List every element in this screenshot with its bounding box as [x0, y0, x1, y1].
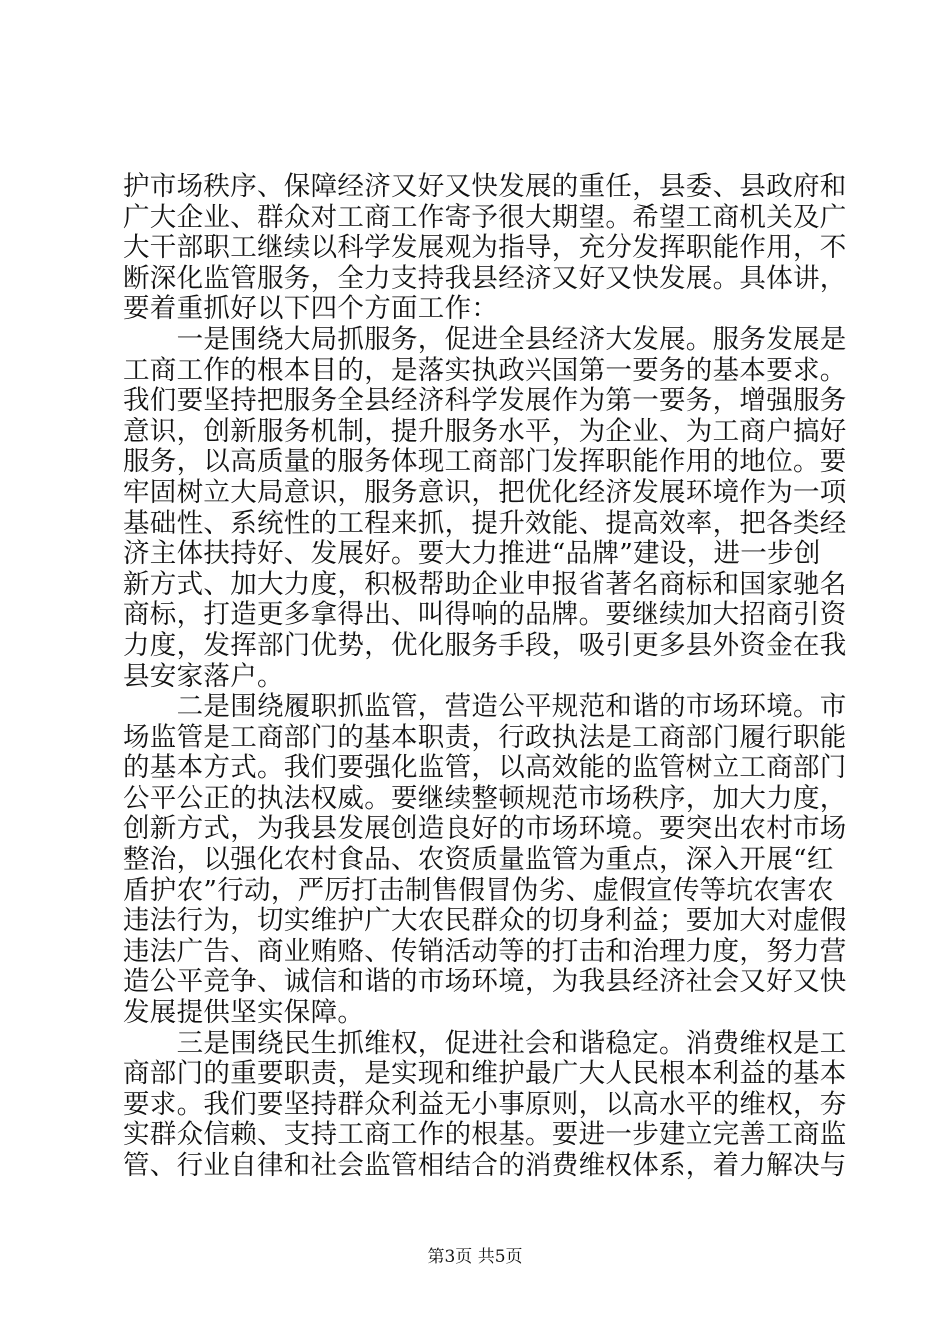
text-line: 牢固树立大局意识，服务意识，把优化经济发展环境作为一项 [123, 476, 847, 508]
text-line: 要求。我们要坚持群众利益无小事原则，以高水平的维权，夯 [123, 1088, 847, 1120]
text-line: 商标，打造更多拿得出、叫得响的品牌。要继续加大招商引资 [123, 599, 847, 631]
text-line: 新方式、加大力度，积极帮助企业申报省著名商标和国家驰名 [123, 568, 847, 600]
page-footer [0, 1246, 950, 1268]
page-number-label: 第3页 共5页 [427, 1247, 523, 1267]
text-line: 大干部职工继续以科学发展观为指导，充分发挥职能作用，不 [123, 232, 847, 264]
text-line: 场监管是工商部门的基本职责，行政执法是工商部门履行职能 [123, 721, 847, 753]
text-line: 整治，以强化农村食品、农资质量监管为重点，深入开展“红 [123, 844, 834, 876]
text-line: 断深化监管服务，全力支持我县经济又好又快发展。具体讲， [123, 262, 847, 294]
text-line: 违法行为，切实维护广大农民群众的切身利益；要加大对虚假 [123, 905, 847, 937]
text-line: 造公平竞争、诚信和谐的市场环境，为我县经济社会又好又快 [123, 966, 847, 998]
text-line: 服务，以高质量的服务体现工商部门发挥职能作用的地位。要 [123, 446, 847, 478]
text-line: 的基本方式。我们要强化监管，以高效能的监管树立工商部门 [123, 752, 847, 784]
text-line: 广大企业、群众对工商工作寄予很大期望。希望工商机关及广 [123, 201, 847, 233]
text-line: 违法广告、商业贿赂、传销活动等的打击和治理力度，努力营 [123, 935, 847, 967]
text-line: 公平公正的执法权威。要继续整顿规范市场秩序，加大力度， [123, 782, 847, 814]
text-line: 创新方式，为我县发展创造良好的市场环境。要突出农村市场 [123, 813, 847, 845]
text-line: 二是围绕履职抓监管，营造公平规范和谐的市场环境。市 [123, 691, 847, 723]
text-line: 县安家落户。 [123, 660, 284, 692]
text-line: 三是围绕民生抓维权，促进社会和谐稳定。消费维权是工 [123, 1027, 847, 1059]
text-line: 意识，创新服务机制，提升服务水平，为企业、为工商户搞好 [123, 415, 847, 447]
text-line: 护市场秩序、保障经济又好又快发展的重任，县委、县政府和 [123, 171, 847, 202]
text-line: 要着重抓好以下四个方面工作： [123, 293, 499, 325]
text-line: 一是围绕大局抓服务，促进全县经济大发展。服务发展是 [123, 323, 847, 355]
text-line: 发展提供坚实保障。 [123, 997, 365, 1029]
text-line: 济主体扶持好、发展好。要大力推进“品牌”建设，进一步创 [123, 538, 821, 570]
text-line: 基础性、系统性的工程来抓，提升效能、提高效率，把各类经 [123, 507, 847, 539]
text-line: 实群众信赖、支持工商工作的根基。要进一步建立完善工商监 [123, 1119, 847, 1151]
text-line: 商部门的重要职责，是实现和维护最广大人民根本利益的基本 [123, 1058, 847, 1090]
text-line: 盾护农”行动，严厉打击制售假冒伪劣、虚假宣传等坑农害农 [123, 874, 834, 906]
text-line: 管、行业自律和社会监管相结合的消费维权体系，着力解决与 [123, 1150, 847, 1181]
text-line: 力度，发挥部门优势，优化服务手段，吸引更多县外资金在我 [123, 629, 847, 661]
body-text [123, 171, 847, 1182]
text-line: 我们要坚持把服务全县经济科学发展作为第一要务，增强服务 [123, 385, 847, 417]
text-line: 工商工作的根本目的，是落实执政兴国第一要务的基本要求。 [123, 354, 847, 386]
